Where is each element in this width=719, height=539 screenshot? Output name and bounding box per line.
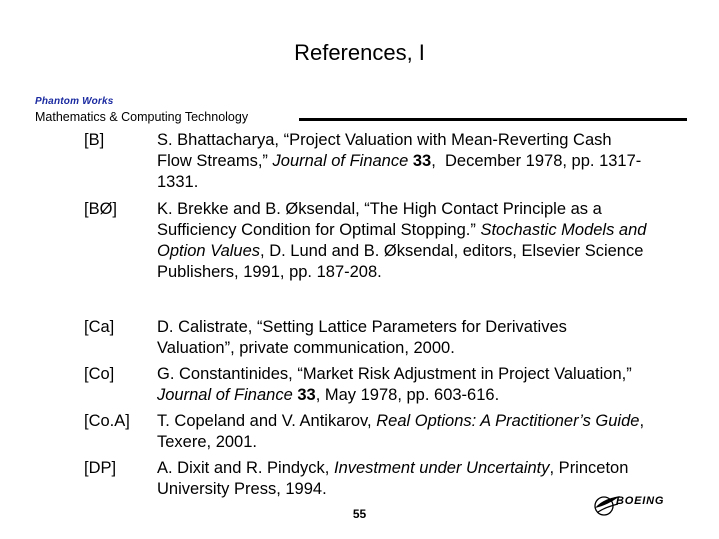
- citation-volume: 33: [297, 386, 316, 404]
- reference-key: [B]: [84, 131, 105, 149]
- citation-text: A. Dixit and R. Pindyck,: [157, 459, 334, 477]
- reference-citation: [157, 199, 647, 283]
- citation-italic-text: Journal of Finance: [157, 386, 293, 404]
- reference-citation: [157, 364, 647, 406]
- citation-text: K. Brekke and B. Øksendal, “The High Contact Principle as a Sufficiency Condition for Optimal Stopping.”: [157, 200, 602, 239]
- boeing-logo: [592, 490, 692, 518]
- citation-volume: 33: [412, 152, 432, 170]
- reference-key: [BØ]: [84, 200, 118, 218]
- citation-text: S. Bhattacharya, “Project Valuation with Mean-Reverting Cash Flow Streams,”: [157, 131, 612, 170]
- reference-citation: [157, 411, 647, 453]
- citation-text: , Texere, 2001.: [157, 412, 645, 451]
- page-number: 55: [352, 507, 367, 521]
- reference-key: [Ca]: [84, 318, 115, 336]
- citation-italic-text: Investment under Uncertainty: [333, 459, 550, 477]
- citation-text: , May 1978, pp. 603-616.: [315, 386, 500, 404]
- citation-text: G. Constantinides, “Market Risk Adjustment in Project Valuation,”: [157, 365, 632, 383]
- header-rule: [299, 118, 687, 121]
- boeing-wordmark: BOEING: [616, 495, 665, 507]
- citation-text: D. Calistrate, “Setting Lattice Parameters for Derivatives Valuation”, private communication, 2000.: [157, 318, 567, 357]
- slide-title: References, I: [294, 40, 425, 65]
- brand-line: Phantom Works: [35, 96, 114, 107]
- citation-italic-text: Real Options: A Practitioner’s Guide: [376, 412, 640, 430]
- citation-italic-text: Journal of Finance: [272, 152, 409, 170]
- department-label: Mathematics & Computing Technology: [35, 110, 249, 124]
- reference-citation: [157, 458, 647, 500]
- reference-key: [DP]: [84, 459, 117, 477]
- reference-key: [Co.A]: [84, 412, 130, 430]
- citation-text: T. Copeland and V. Antikarov,: [157, 412, 377, 430]
- citation-text: , December 1978, pp. 1317-1331.: [157, 152, 642, 191]
- reference-citation: [157, 130, 647, 193]
- citation-text: , Princeton University Press, 1994.: [157, 459, 629, 498]
- citation-text: , D. Lund and B. Øksendal, editors, Elsevier Science Publishers, 1991, pp. 187-208.: [157, 242, 644, 281]
- reference-citation: [157, 317, 647, 359]
- reference-key: [Co]: [84, 365, 115, 383]
- citation-italic-text: Stochastic Models and Option Values: [157, 221, 647, 260]
